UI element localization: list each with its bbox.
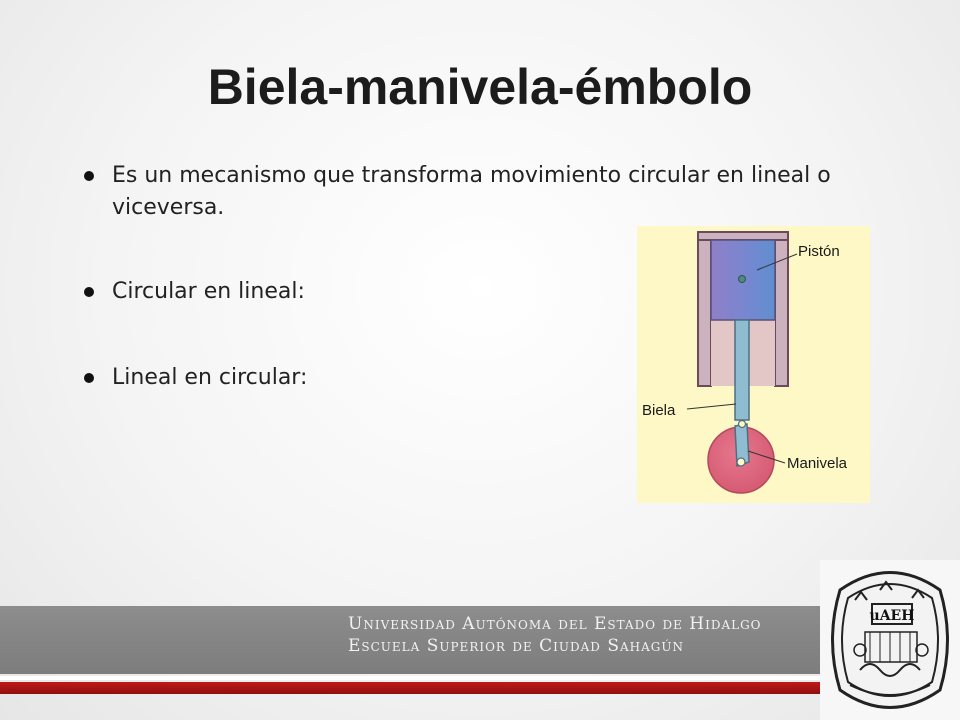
bullet-item: Es un mecanismo que transforma movimiento circular en lineal o viceversa. [82, 160, 882, 224]
slide-title: Biela-manivela-émbolo [207, 59, 753, 115]
school-name: Escuela Superior de Ciudad Sahagún [348, 636, 684, 656]
university-emblem-icon [820, 560, 960, 720]
bullet-item: Circular en lineal: [82, 276, 852, 308]
cylinder-wall-left [698, 232, 711, 386]
biela-label: Biela [642, 402, 676, 419]
manivela-label: Manivela [787, 455, 848, 472]
piston-pin [739, 276, 746, 283]
piston-diagram [637, 226, 870, 503]
footer-divider [0, 676, 860, 680]
piston-label: Pistón [798, 243, 840, 260]
cylinder-wall-right [775, 232, 788, 386]
crank-pin [737, 458, 745, 466]
footer-red-stripe [0, 682, 860, 694]
connecting-rod [735, 320, 749, 420]
university-name: Universidad Autónoma del Estado de Hidalgo [348, 614, 762, 634]
cylinder-head [698, 232, 788, 240]
svg-text:uAEH: uAEH [869, 608, 915, 624]
rod-pin [739, 421, 746, 428]
bullet-item: Lineal en circular: [82, 362, 852, 394]
